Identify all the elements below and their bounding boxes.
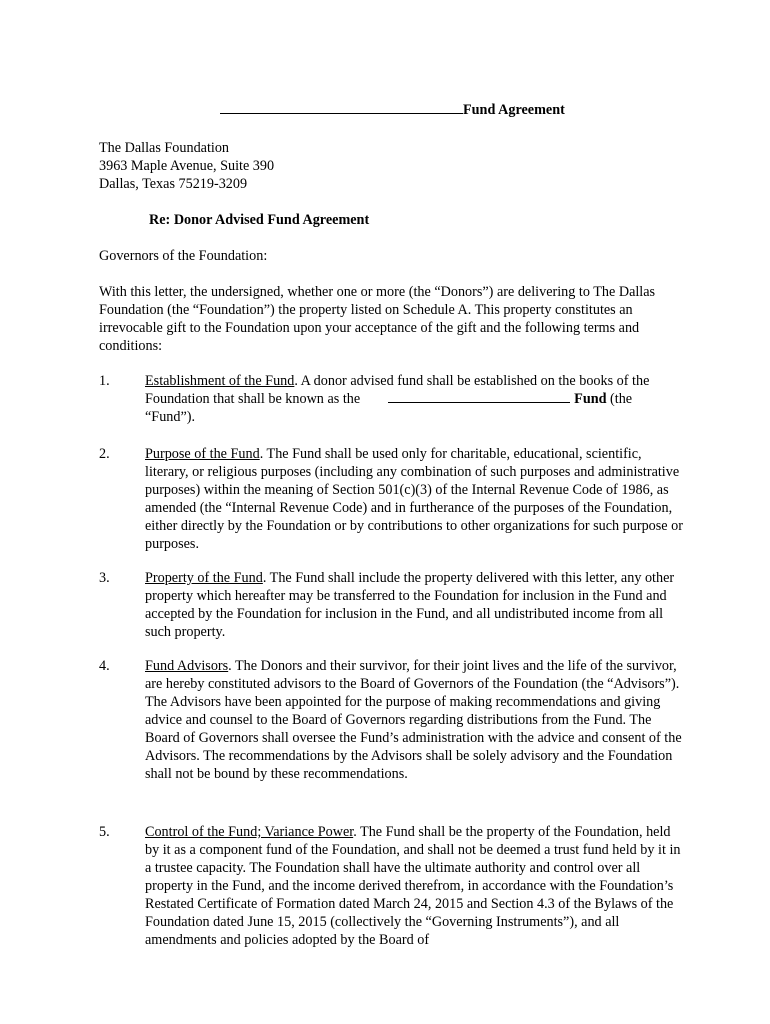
subject-line: Re: Donor Advised Fund Agreement <box>149 212 370 228</box>
section-heading: Purpose of the Fund <box>145 446 260 462</box>
section-heading: Property of the Fund <box>145 570 263 586</box>
section-number: 1. <box>99 373 110 389</box>
section-text: (the “Fund”). <box>145 391 633 425</box>
fund-name-blank <box>220 100 463 114</box>
section-text: . The Fund shall include the property delivered with this letter, any other property which hereafter may be transferred to the Foundation for inclusion in the Fund and accepted by the Foundation for inclusion in the Fund, and all undistributed income from all such property. <box>145 570 675 640</box>
address-line: 3963 Maple Avenue, Suite 390 <box>99 158 275 174</box>
recipient-address <box>99 139 659 193</box>
section-heading: Establishment of the Fund <box>145 373 295 389</box>
salutation: Governors of the Foundation: <box>99 248 268 264</box>
section-body <box>145 657 685 783</box>
section-text: . The Fund shall be used only for charitable, educational, scientific, literary, or religious purposes (including any combination of such purposes and administrative purposes) within the meaning of Section 501(c)(3) of the Internal Revenue Code of 1986, as amended (the “Internal Revenue Code) and in furtherance of the purposes of the Foundation, either directly by the Foundation or by contributions to other organizations for such purpose or purposes. <box>145 446 683 552</box>
section-number: 2. <box>99 446 110 462</box>
fund-name-blank <box>388 390 570 403</box>
section-text: . The Donors and their survivor, for their joint lives and the life of the survivor, are hereby constituted advisors to the Board of Governors of the Foundation (the “Advisors”). The Advisors have been appointed for the purpose of making recommendations and giving advice and counsel to the Board of Governors regarding distributions from the Fund. The Board of Governors shall oversee the Fund’s administration with the advice and consent of the Advisors. The recommendations by the Advisors shall be solely advisory and the Foundation shall not be bound by these recommendations. <box>145 658 682 782</box>
section-text: . A donor advised fund shall be established on the books of the Foundation that shall be known as the <box>145 373 650 407</box>
address-line: Dallas, Texas 75219-3209 <box>99 176 248 192</box>
fund-word: Fund <box>574 391 607 407</box>
section-body <box>145 569 685 641</box>
section-body <box>145 372 685 426</box>
section-body <box>145 445 685 553</box>
section-body <box>145 823 685 949</box>
title-text: Fund Agreement <box>463 102 565 118</box>
section-number: 5. <box>99 824 110 840</box>
agreement-title <box>220 100 640 119</box>
section-text: . The Fund shall be the property of the Foundation, held by it as a component fund of the Foundation, and shall not be deemed a trust fund held by it in a trustee capacity. The Foundation shall have the ultimate authority and control over all property in the Fund, and the income derived therefrom, in accordance with the Foundation’s Restated Certificate of Formation dated March 24, 2015 and Section 4.3 of the Bylaws of the Foundation dated June 15, 2015 (collectively the “Governing Instruments”), and all amendments and policies adopted by the Board of <box>145 824 681 948</box>
intro-paragraph: With this letter, the undersigned, whether one or more (the “Donors”) are delivering to The Dallas Foundation (the “Foundation”) the property listed on Schedule A. This property constitutes an irrevocable gift to the Foundation upon your acceptance of the gift and the following terms and conditions: <box>99 284 656 354</box>
section-heading: Fund Advisors <box>145 658 229 674</box>
section-heading: Control of the Fund; Variance Power <box>145 824 354 840</box>
address-line: The Dallas Foundation <box>99 140 230 156</box>
section-number: 4. <box>99 658 110 674</box>
section-number: 3. <box>99 570 110 586</box>
